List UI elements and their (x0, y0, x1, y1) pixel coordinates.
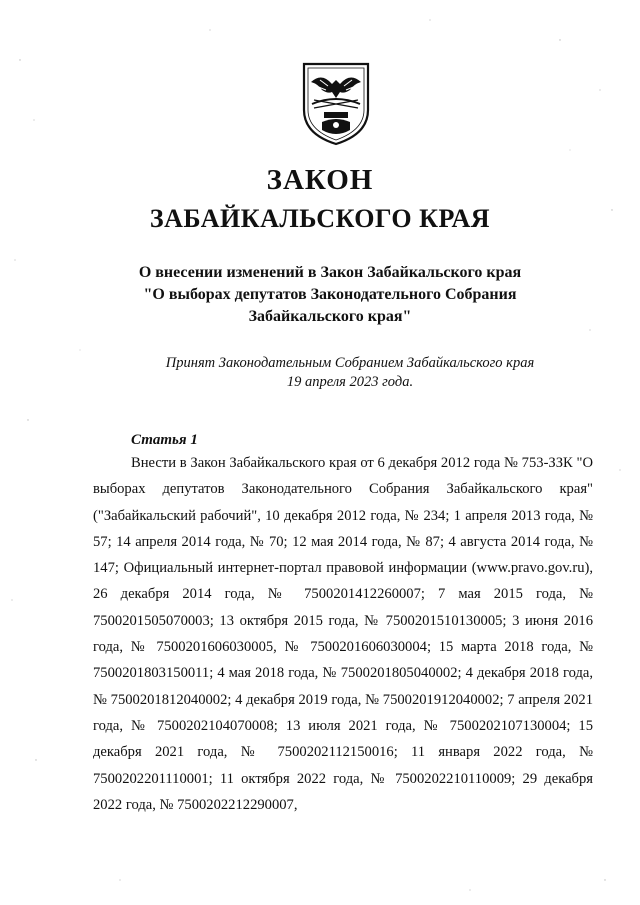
subtitle-line: "О выборах депутатов Законодательного Собрания (143, 286, 517, 303)
adoption-date: 19 апреля 2023 года. (286, 374, 414, 390)
adoption-note (130, 354, 570, 392)
coat-of-arms-icon (298, 60, 374, 146)
law-subtitle (60, 262, 600, 328)
law-title: ЗАКОН (266, 164, 374, 196)
adoption-line: Принят Законодательным Собранием Забайкальского края (165, 355, 535, 371)
region-title: ЗАБАЙКАЛЬСКОГО КРАЯ (149, 204, 491, 233)
subtitle-line: Забайкальского края" (248, 308, 412, 325)
article-body: Внести в Закон Забайкальского края от 6 декабря 2012 года № 753-ЗЗК "О выборах депутатов Законодательного Собрания Забайкальского края" ("Забайкальский рабочий", 10 декабря 2012 года, № 234; 1 апреля 2013 года, № 57; 14 апреля 2014 года, № 70; 12 мая 2014 года, № 87; 4 августа 2014 года, № 147; Официальный интернет-портал правовой информации (www.pravo.gov.ru), 26 декабря 2014 года, № 7500201412260007; 7 мая 2015 года, № 7500201505070003; 13 октября 2015 года, № 7500201510130005; 3 июня 2016 года, № 7500201606030005, № 7500201606030004; 15 марта 2018 года, № 7500201803150011; 4 мая 2018 года, № 7500201805040002; 4 декабря 2018 года, № 7500201812040002; 4 декабря 2019 года, № 7500201912040002; 7 апреля 2021 года, № 7500202104070008; 13 июля 2021 года, № 7500202107130004; 15 декабря 2021 года, № 7500202112150016; 11 января 2022 года, № 7500202201110001; 11 октября 2022 года, № 7500202210110009; 29 декабря 2022 года, № 7500202212290007, (93, 455, 593, 813)
subtitle-line: О внесении изменений в Закон Забайкальского края (138, 264, 522, 281)
article-heading: Статья 1 (131, 432, 198, 448)
